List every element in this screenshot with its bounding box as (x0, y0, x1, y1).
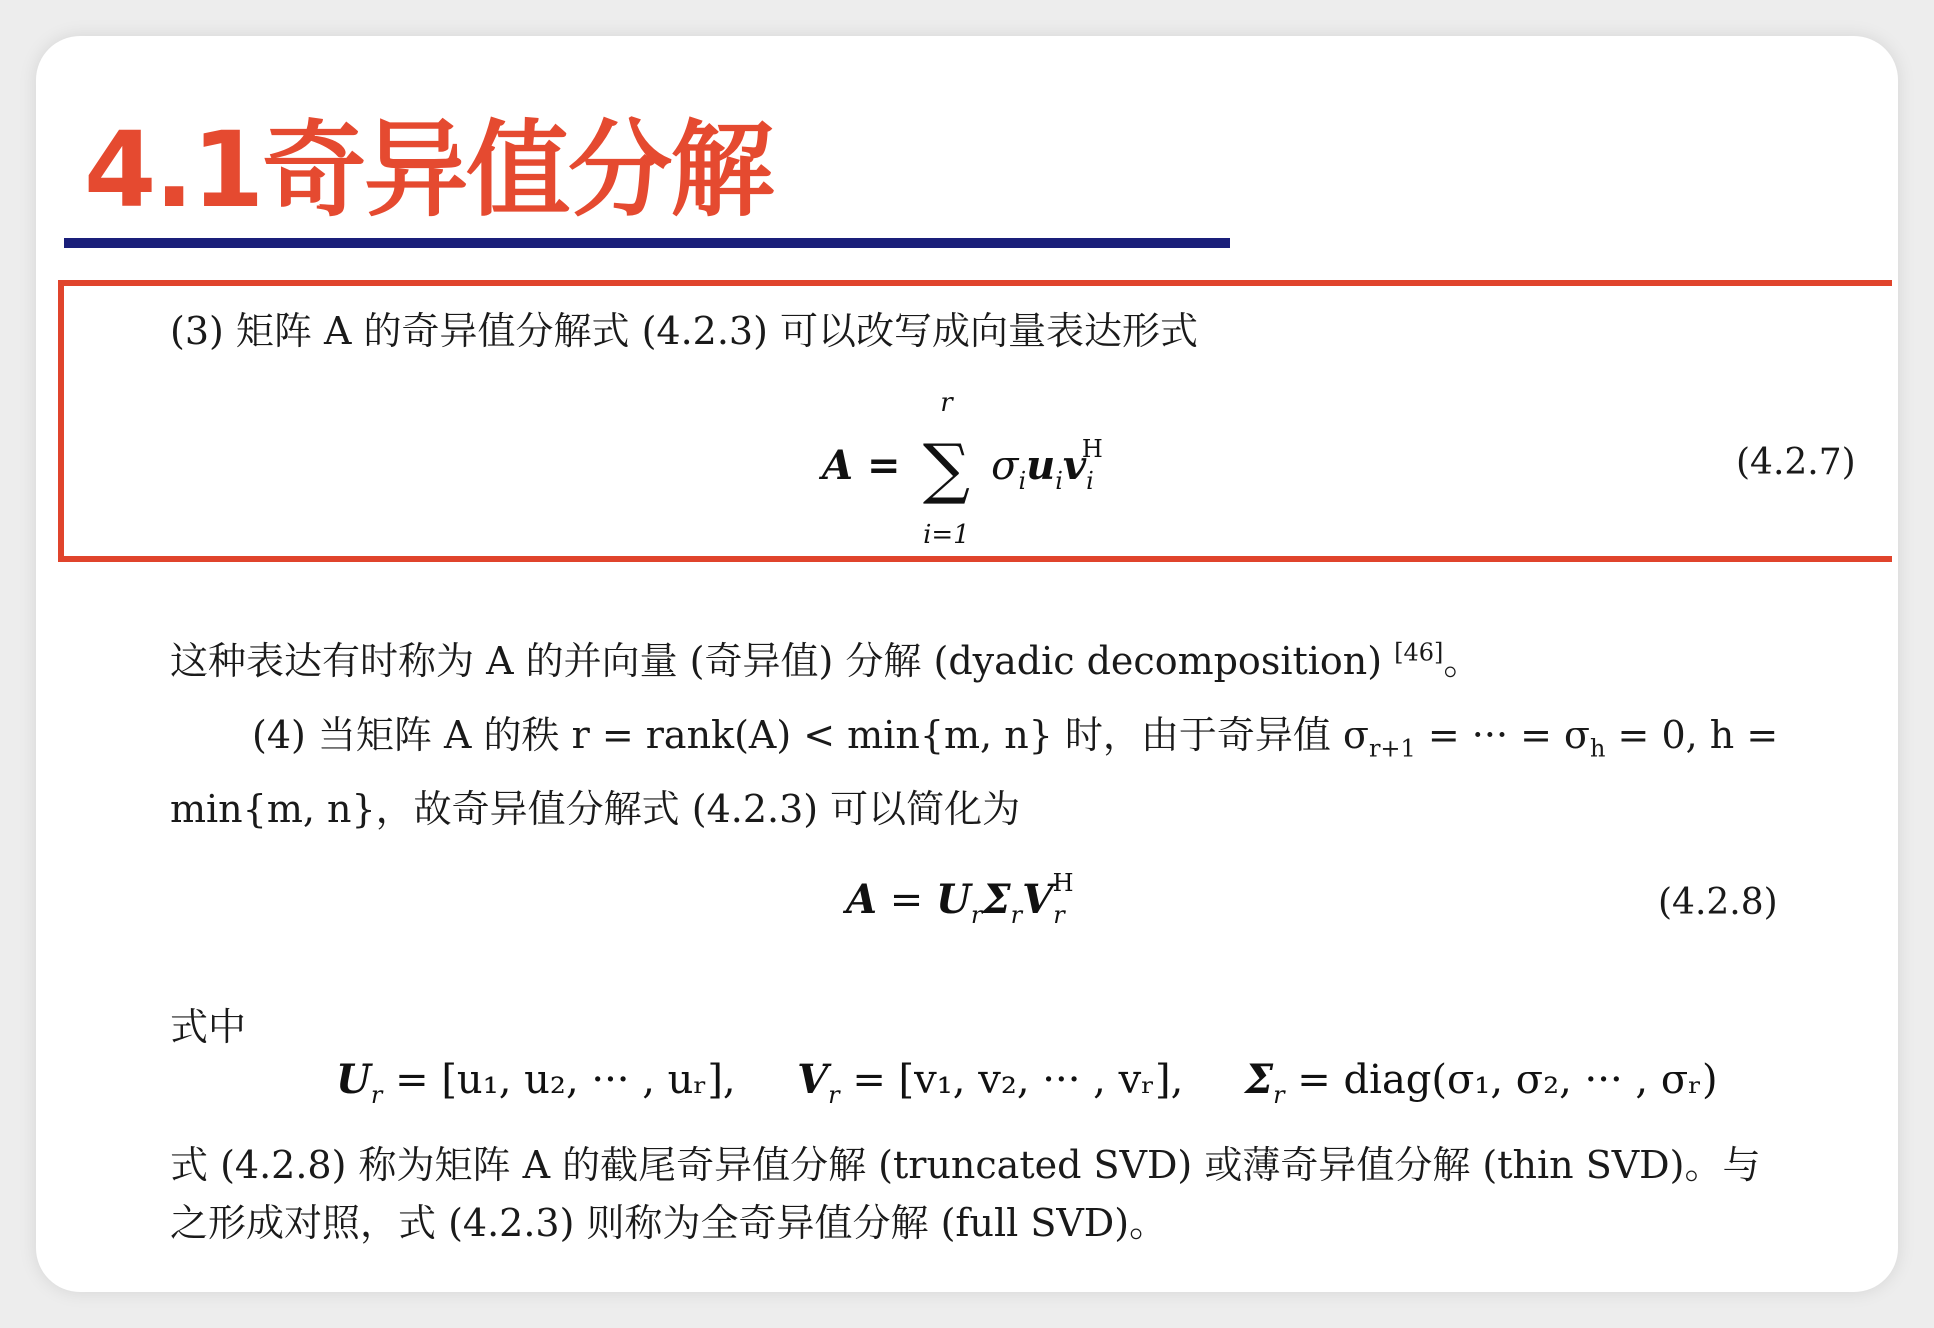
rank-sub-h: h (1590, 734, 1606, 763)
paragraph-rank-line1 (252, 704, 1778, 763)
paragraph-rank-line2: min{m, n}，故奇异值分解式 (4.2.3) 可以简化为 (170, 787, 1021, 831)
slide-card (36, 36, 1898, 1292)
eq2-sup-h: H (1052, 869, 1074, 897)
title-underline (64, 238, 1230, 248)
paragraph-where: 式中 (170, 1005, 247, 1049)
eq1-sigma: σ (991, 443, 1019, 489)
sum-lower-limit: i=1 (923, 520, 970, 550)
equation-definitions (336, 1056, 1718, 1109)
equation-number-4-2-7: (4.2.7) (1736, 442, 1856, 483)
rank-text: (4) 当矩阵 A 的秩 r = rank(A) < min{m, n} 时，由于奇异值 σ (252, 713, 1369, 757)
def-Sigma: Σ (1244, 1056, 1274, 1103)
paragraph-truncated-line1: 式 (4.2.8) 称为矩阵 A 的截尾奇异值分解 (truncated SVD) 或薄奇异值分解 (thin SVD)。与 (170, 1143, 1761, 1187)
def-V: V (797, 1056, 829, 1103)
paragraph-dyadic-text: 这种表达有时称为 A 的并向量 (奇异值) 分解 (dyadic decomposition) (170, 639, 1395, 683)
def-V-sub: r (828, 1081, 840, 1109)
rank-sub-r1: r+1 (1368, 734, 1416, 763)
def-Sigma-rhs: = diag(σ₁, σ₂, ··· , σᵣ) (1284, 1057, 1718, 1103)
eq1-sup-h: H (1081, 435, 1103, 463)
citation-ref: [46] (1394, 638, 1444, 667)
eq2-equals: = (877, 877, 936, 923)
def-U: U (336, 1056, 371, 1103)
slide-title: 4.1奇异值分解 (84, 109, 773, 231)
sum-upper-limit: r (940, 388, 953, 418)
sum-sign: ∑ (922, 430, 970, 507)
eq2-Sigma: Σ (982, 876, 1011, 923)
eq1-v: v (1062, 442, 1087, 489)
equation-number-4-2-8: (4.2.8) (1658, 882, 1778, 923)
paragraph-truncated-line2: 之形成对照，式 (4.2.3) 则称为全奇异值分解 (full SVD)。 (170, 1201, 1168, 1245)
eq1-lhs: A = (822, 442, 915, 489)
eq1-sub-i1: i (1018, 467, 1027, 495)
rank-mid: = ··· = σ (1415, 713, 1590, 757)
eq2-sub-r1: r (970, 901, 983, 929)
def-U-sub: r (370, 1081, 383, 1109)
eq1-sub-i2: i (1055, 467, 1063, 495)
equation-4-2-8 (846, 869, 1074, 929)
paragraph-dyadic-end: 。 (1443, 639, 1482, 683)
paragraph-intro: (3) 矩阵 A 的奇异值分解式 (4.2.3) 可以改写成向量表达形式 (170, 309, 1199, 353)
eq2-sub-r2: r (1010, 901, 1023, 929)
def-U-rhs: = [u₁, u₂, ··· , uᵣ], (382, 1057, 736, 1103)
eq2-V: V (1022, 876, 1054, 923)
eq1-sub-i3: i (1086, 467, 1094, 495)
summation-symbol (914, 388, 978, 550)
eq2-A: A (846, 876, 878, 923)
def-V-rhs: = [v₁, v₂, ··· , vᵣ], (839, 1057, 1184, 1103)
eq2-sub-r3: r (1053, 901, 1065, 929)
equation-4-2-7 (822, 388, 1103, 550)
rank-tail: = 0, h = (1605, 713, 1779, 757)
def-Sigma-sub: r (1273, 1081, 1285, 1109)
paragraph-dyadic (170, 630, 1481, 685)
eq2-U: U (936, 876, 971, 923)
eq1-u: u (1026, 442, 1056, 489)
